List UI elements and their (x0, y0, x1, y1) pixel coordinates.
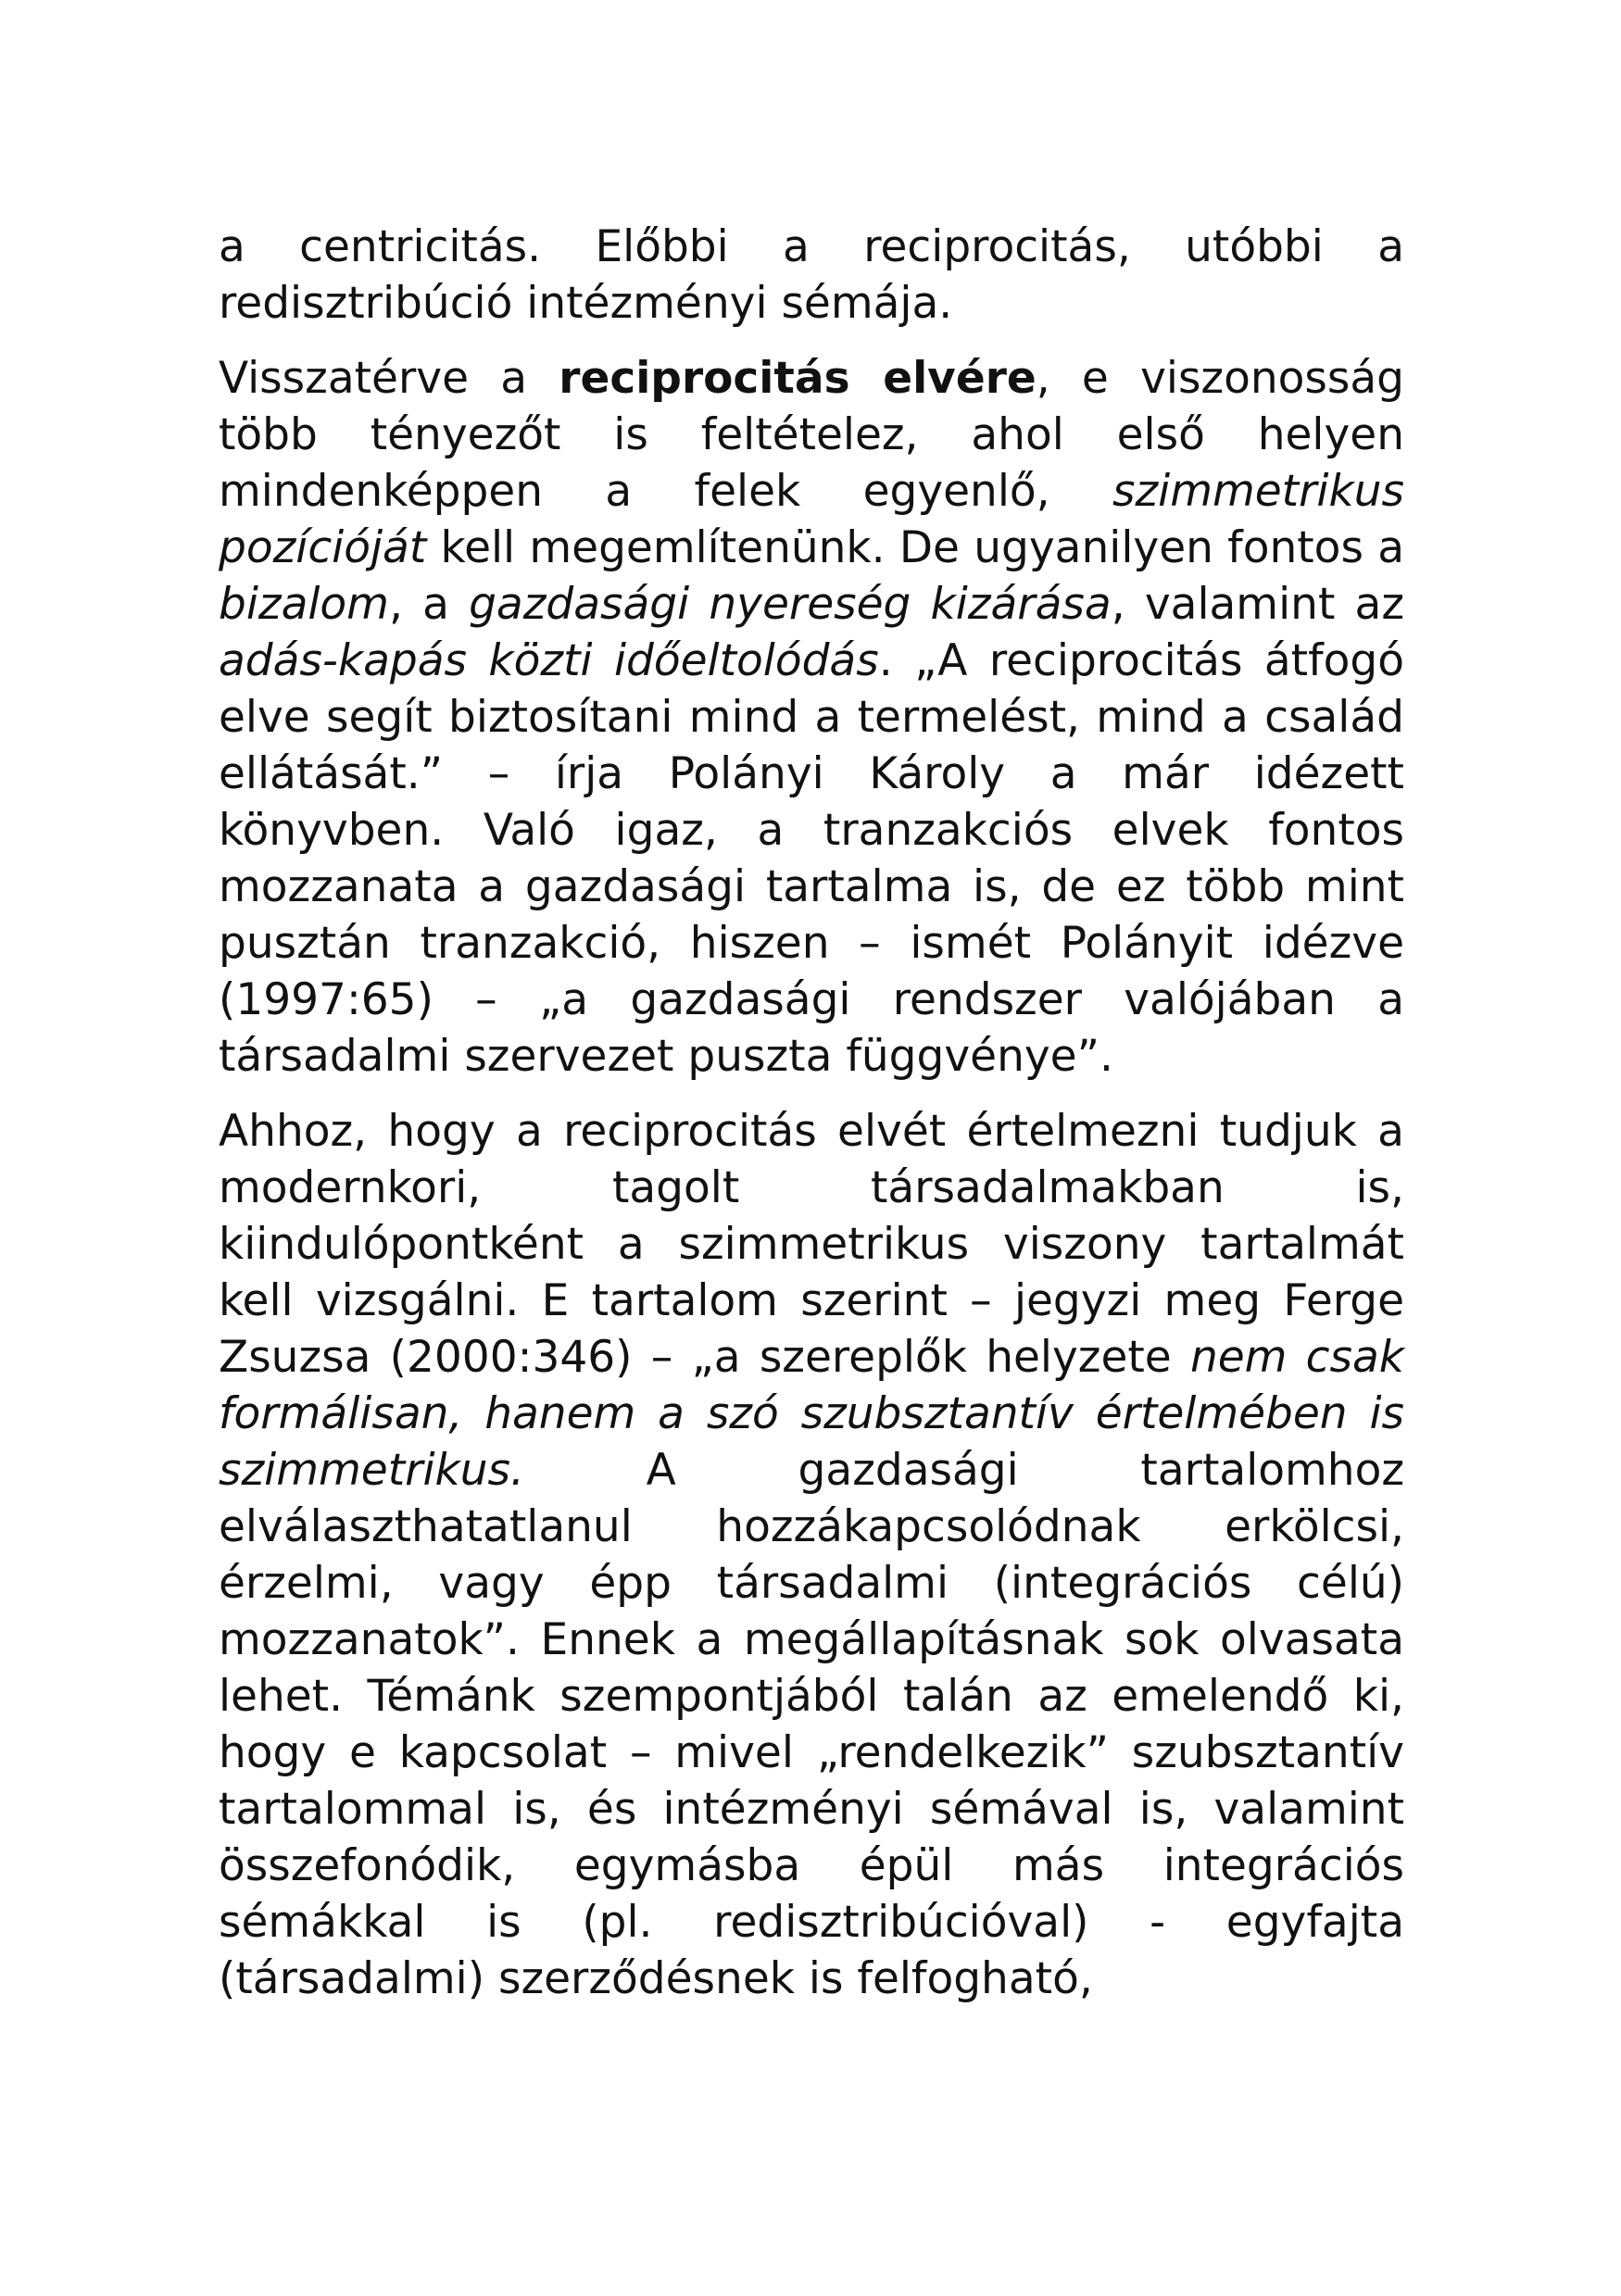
text-run: Visszatérve a (219, 353, 559, 404)
italic-quote: nem csak formálisan, hanem a szó szubsztantív értelmében is szimmetrikus. (219, 1332, 1404, 1496)
paragraph-reciprocity (219, 350, 1404, 1085)
paragraph-intro (219, 219, 1404, 332)
text-run: , e viszonosság több tényezőt is feltételez, ahol első helyen mindenképpen a felek egyenlő, (219, 353, 1405, 517)
paragraph-modern (219, 1103, 1404, 2007)
italic-term: gazdasági nyereség kizárása (469, 579, 1112, 630)
bold-term: reciprocitás elvére (559, 353, 1037, 404)
text-run: A gazdasági tartalomhoz elválaszthatatlanul hozzákapcsolódnak erkölcsi, érzelmi, vagy épp társadalmi (integrációs célú) mozzanatok”. Ennek a megállapításnak sok olvasata lehet. Témánk szempontjából talán az emelendő ki, hogy e kapcsolat – mivel „rendelkezik” szubsztantív tartalommal is, és intézményi sémával is, valamint összefonódik, egymásba épül más integrációs sémákkal is (pl. redisztribúcióval) - egyfajta (társadalmi) szerződésnek is felfogható, (219, 1445, 1404, 2004)
italic-term: szimmetrikus pozícióját (219, 466, 1404, 573)
text-run: a centricitás. Előbbi a reciprocitás, utóbbi a redisztribúció intézményi sémája. (219, 221, 1404, 329)
text-run: , a (388, 579, 470, 630)
italic-term: adás-kapás közti időeltolódás (219, 635, 879, 686)
text-run: kell megemlítenünk. De ugyanilyen fontos a (426, 522, 1404, 573)
text-run: . „A reciprocitás átfogó elve segít biztosítani mind a termelést, mind a család ellátását.” – írja Polányi Károly a már idézett könyvben. Való igaz, a tranzakciós elvek fontos mozzanata a gazdasági tartalma is, de ez több mint pusztán tranzakció, hiszen – ismét Polányit idézve (1997:65) – „a gazdasági rendszer valójában a társadalmi szervezet puszta függvénye”. (219, 635, 1404, 1082)
italic-term: bizalom (219, 579, 389, 630)
text-run: Ahhoz, hogy a reciprocitás elvét értelmezni tudjuk a modernkori, tagolt társadalmakban is, kiindulópontként a szimmetrikus viszony tartalmát kell vizsgálni. E tartalom szerint – jegyzi meg Ferge Zsuzsa (2000:346) – „a szereplők helyzete (219, 1106, 1404, 1383)
text-run: , valamint az (1111, 579, 1405, 630)
document-page (219, 219, 1404, 2007)
